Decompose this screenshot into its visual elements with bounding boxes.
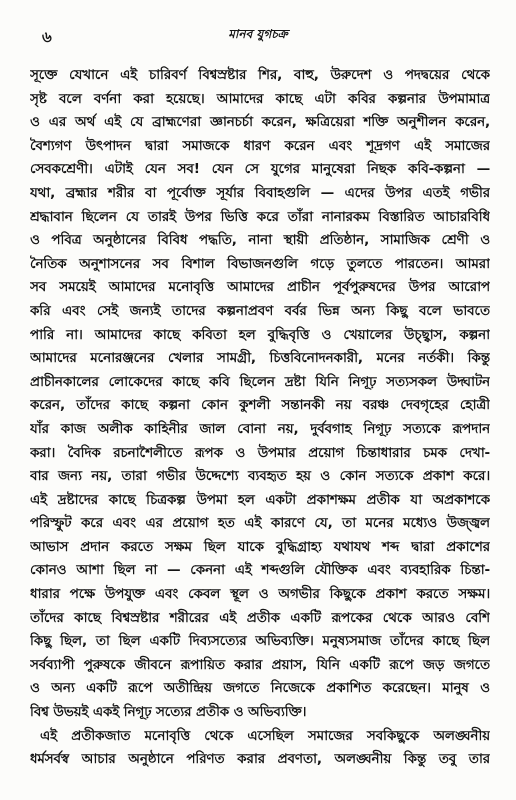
text-line: কোনও আশা ছিল না — কেননা এই শব্দগুলি যৌক্তিক এবং ব্যবহারিক চিন্তা-: [30, 562, 490, 579]
text-line: এই দ্রষ্টাদের কাছে চিত্রকল্প উপমা হল একটা প্রকাশক্ষম প্রতীক যা অপ্রকাশকে: [30, 491, 490, 508]
text-line: পারি না। আমাদের কাছে কবিতা হল বুদ্ধিবৃত্তি ও খেয়ালের উচ্ছ্বাস, কল্পনা: [30, 326, 490, 343]
text-line: ধর্মসর্বস্ব আচার অনুষ্ঠানে পরিণত করার প্রবণতা, অলঙ্ঘনীয় কিন্তু তবু তার: [30, 751, 490, 768]
text-line: আমাদের মনোরঞ্জনের খেলার সামগ্রী, চিত্তবিনোদনকারী, মনের নর্তকী। কিন্তু: [30, 350, 490, 367]
text-line: ধারার পক্ষে উপযুক্ত এবং কেবল স্থূল ও অগভীর কিছুকে প্রকাশ করতে সক্ষম।: [30, 586, 490, 603]
text-line: বৈশ্যগণ উৎপাদন দ্বারা সমাজকে ধারণ করেন এবং শূদ্রগণ এই সমাজের: [30, 137, 490, 154]
text-line: করি এবং সেই জন্যই তাদের কল্পনাপ্রবণ বর্বর ভিন্ন অন্য কিছু বলে ভাবতে: [30, 302, 490, 319]
text-line: ও অন্য একটি রূপে অতীন্দ্রিয় জগতে নিজেকে প্রকাশিত করেছেন। মানুষ ও: [30, 680, 490, 697]
text-line: সব সময়েই আমাদের মনোবৃত্তি আমাদের প্রাচীন পূর্বপুরুষদের উপর আরোপ: [30, 279, 490, 296]
text-line: প্রাচীনকালের লোকেদের কাছে কবি ছিলেন দ্রষ্টা যিনি নিগূঢ় সত্যসকল উদ্ঘাটন: [30, 373, 490, 390]
text-line: যাঁর কাজ অলীক কাহিনীর জাল বোনা নয়, দুর্ববগাহ নিগূঢ় সত্যকে রূপদান: [30, 420, 490, 437]
text-line: করেন, তাঁদের কাছে কল্পনা কোন কুশলী সন্তানকী নয় বরঞ্চ দেবগৃহের হোত্রী: [30, 397, 490, 414]
text-line: করা। বৈদিক রচনাশৈলীতে রূপক ও উপমার প্রয়োগ চিন্তাধারার চমক দেখা-: [30, 444, 490, 461]
text-line: নৈতিক অনুশাসনের সব বিশাল বিভাজনগুলি গড়ে তুলতে পারতেন। আমরা: [30, 255, 490, 272]
text-line: তাঁদের কাছে বিশ্বস্রষ্টার শরীরের এই প্রতীক একটি রূপকের থেকে আরও বেশি: [30, 609, 490, 626]
running-title: মানব যুগচক্র: [228, 27, 288, 41]
paragraph-end-line: বিশ্ব উভয়ই একই নিগূঢ় সত্যের প্রতীক ও অভিব্যক্তি।: [30, 704, 307, 721]
text-line: কিছু ছিল, তা ছিল একটি দিব্যসত্যের অভিব্যক্তি। মনুষ্যসমাজ তাঁদের কাছে ছিল: [30, 633, 490, 650]
text-line: ও পবিত্র অনুষ্ঠানের বিবিধ পদ্ধতি, নানা স্থায়ী প্রতিষ্ঠান, সামাজিক শ্রেণী ও: [30, 232, 490, 249]
text-line: সৃষ্ট বলে বর্ণনা করা হয়েছে। আমাদের কাছে এটা কবির কল্পনার উপমামাত্র: [30, 90, 490, 107]
text-line: শ্রদ্ধাবান ছিলেন যে তারই উপর ভিত্তি করে তাঁরা নানারকম বিস্তারিত আচারবিধি: [30, 208, 490, 225]
paragraph-start-line: এই প্রতীকজাত মনোবৃত্তি থেকে এসেছিল সমাজের সবকিছুকে অলঙ্ঘনীয়: [40, 727, 490, 744]
page-number: ৬: [42, 28, 52, 46]
body-text: [30, 64, 490, 772]
text-line: আভাস প্রদান করতে সক্ষম ছিল যাকে বুদ্ধিগ্রাহ্য যথাযথ শব্দ দ্বারা প্রকাশের: [30, 538, 490, 555]
text-line: বার জন্য নয়, তারা গভীর উদ্দেশ্যে ব্যবহৃত হয় ও কোন সত্যকে প্রকাশ করে।: [30, 468, 490, 485]
text-line: সর্বব্যাপী পুরুষকে জীবনে রূপায়িত করার প্রয়াস, যিনি একটি রূপে জড় জগতে: [30, 656, 490, 673]
text-line: সূক্তে যেখানে এই চারিবর্ণ বিশ্বস্রষ্টার শির, বাহু, উরুদেশ ও পদদ্বয়ের থেকে: [30, 67, 490, 83]
text-line: যথা, ব্রহ্মার শরীর বা পূর্বোক্ত সূর্যার বিবাহগুলি — এদের উপর এতই গভীর: [30, 184, 490, 201]
page-header: [0, 26, 516, 46]
text-line: সেবকশ্রেণী। এটাই যেন সব! যেন সে যুগের মানুষেরা নিছক কবি-কল্পনা —: [30, 161, 490, 178]
text-line: পরিস্ফুট করে এবং এর প্রয়োগ হত এই কারণে যে, তা মনের মধ্যেও উজ্জ্বল: [30, 515, 490, 532]
text-line: ও এর অর্থ এই যে ব্রাহ্মণেরা জ্ঞানচর্চা করেন, ক্ষত্রিয়েরা শক্তি অনুশীলন করেন,: [30, 114, 490, 131]
